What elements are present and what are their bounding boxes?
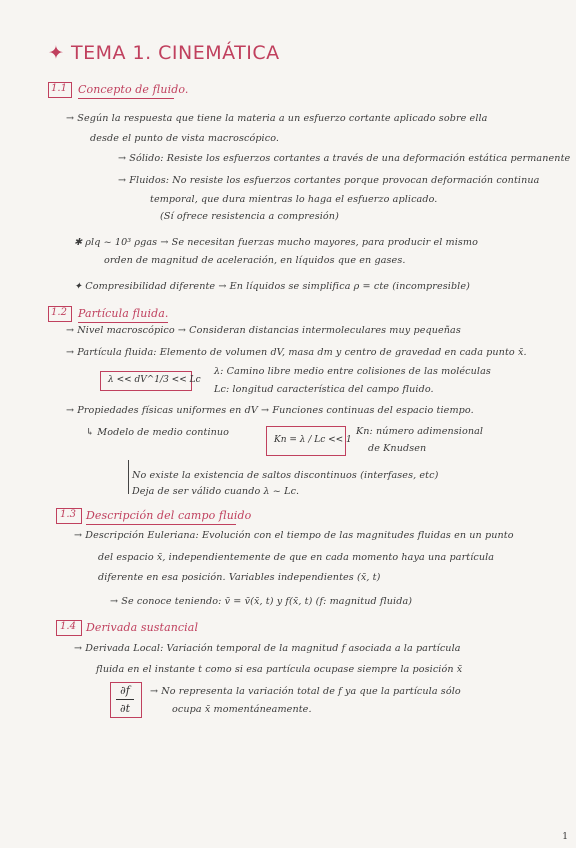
text-line: orden de magnitud de aceleración, en líquidos que en gases. [104, 255, 406, 266]
section-heading: Concepto de fluido. [78, 83, 189, 96]
text-line: λ: Camino libre medio entre colisiones de las moléculas [214, 366, 491, 377]
text-line: Kn: número adimensional [356, 426, 484, 437]
section-number: 1.1 [51, 83, 67, 94]
text-line: ✦ Compresibilidad diferente → En líquidos se simplifica ρ = cte (incompresible) [74, 281, 470, 292]
text-line: → Se conoce teniendo: v̄ = v̄(x̄, t) y f(x̄, t) (f: magnitud fluida) [110, 596, 413, 607]
fraction-numerator: ∂f [120, 684, 130, 697]
text-line: → Derivada Local: Variación temporal de la magnitud f asociada a la partícula [74, 643, 461, 654]
text-line: ✱ ρlq ~ 10³ ρgas → Se necesitan fuerzas mucho mayores, para producir el mismo [74, 237, 479, 248]
text-line: ocupa x̄ momentáneamente. [172, 704, 312, 715]
text-line: → Nivel macroscópico → Consideran distancias intermoleculares muy pequeñas [66, 325, 461, 336]
text-line: del espacio x̄, independientemente de que en cada momento haya una partícula [98, 552, 495, 563]
section-number: 1.3 [60, 509, 76, 520]
text-line: → Propiedades físicas uniformes en dV → Funciones continuas del espacio tiempo. [66, 405, 474, 416]
section-heading: Derivada sustancial [86, 621, 199, 634]
text-line: → Descripción Euleriana: Evolución con el tiempo de las magnitudes fluidas en un punto [74, 530, 514, 541]
section-heading: Partícula fluida. [78, 307, 169, 320]
text-line: diferente en esa posición. Variables independientes (x̄, t) [98, 572, 381, 583]
page-number: 1 [562, 832, 568, 842]
text-line: → Sólido: Resiste los esfuerzos cortantes a través de una deformación estática permanente [118, 153, 571, 164]
page-title: ✦ TEMA 1. CINEMÁTICA [48, 42, 280, 64]
section-number: 1.4 [60, 621, 76, 632]
fraction-denominator: ∂t [119, 702, 131, 715]
text-line: → Según la respuesta que tiene la materia a un esfuerzo cortante aplicado sobre ella [66, 113, 488, 124]
text-line: → Fluidos: No resiste los esfuerzos cortantes porque provocan deformación continua [118, 175, 540, 186]
text-line: → Partícula fluida: Elemento de volumen dV, masa dm y centro de gravedad en cada punto x̄. [66, 347, 527, 358]
heading-underline [86, 524, 236, 525]
section-number: 1.2 [51, 307, 67, 318]
text-line: (Sí ofrece resistencia a compresión) [160, 211, 339, 222]
text-line: temporal, que dura mientras lo haga el esfuerzo aplicado. [150, 194, 438, 205]
bracket-line [128, 460, 129, 494]
text-line: Deja de ser válido cuando λ ~ Lc. [132, 486, 300, 497]
section-heading: Descripción del campo fluido [86, 509, 252, 522]
fraction-bar [116, 699, 134, 700]
heading-underline [78, 322, 168, 323]
text-line: No existe la existencia de saltos discontinuos (interfases, etc) [132, 470, 439, 481]
partial-derivative [114, 684, 136, 715]
text-line: de Knudsen [368, 443, 427, 454]
text-line: Lc: longitud característica del campo fluido. [214, 384, 434, 395]
text-line: fluida en el instante t como si esa partícula ocupase siempre la posición x̄ [96, 664, 463, 675]
text-line: → No representa la variación total de f ya que la partícula sólo [150, 686, 461, 697]
knudsen-equation: Kn = λ / Lc << 1 [274, 435, 352, 445]
text-line: ↳ Modelo de medio continuo [86, 427, 230, 438]
scale-inequality: λ << dV^1/3 << Lc [108, 375, 201, 385]
text-line: desde el punto de vista macroscópico. [90, 133, 280, 144]
heading-underline [78, 98, 174, 99]
